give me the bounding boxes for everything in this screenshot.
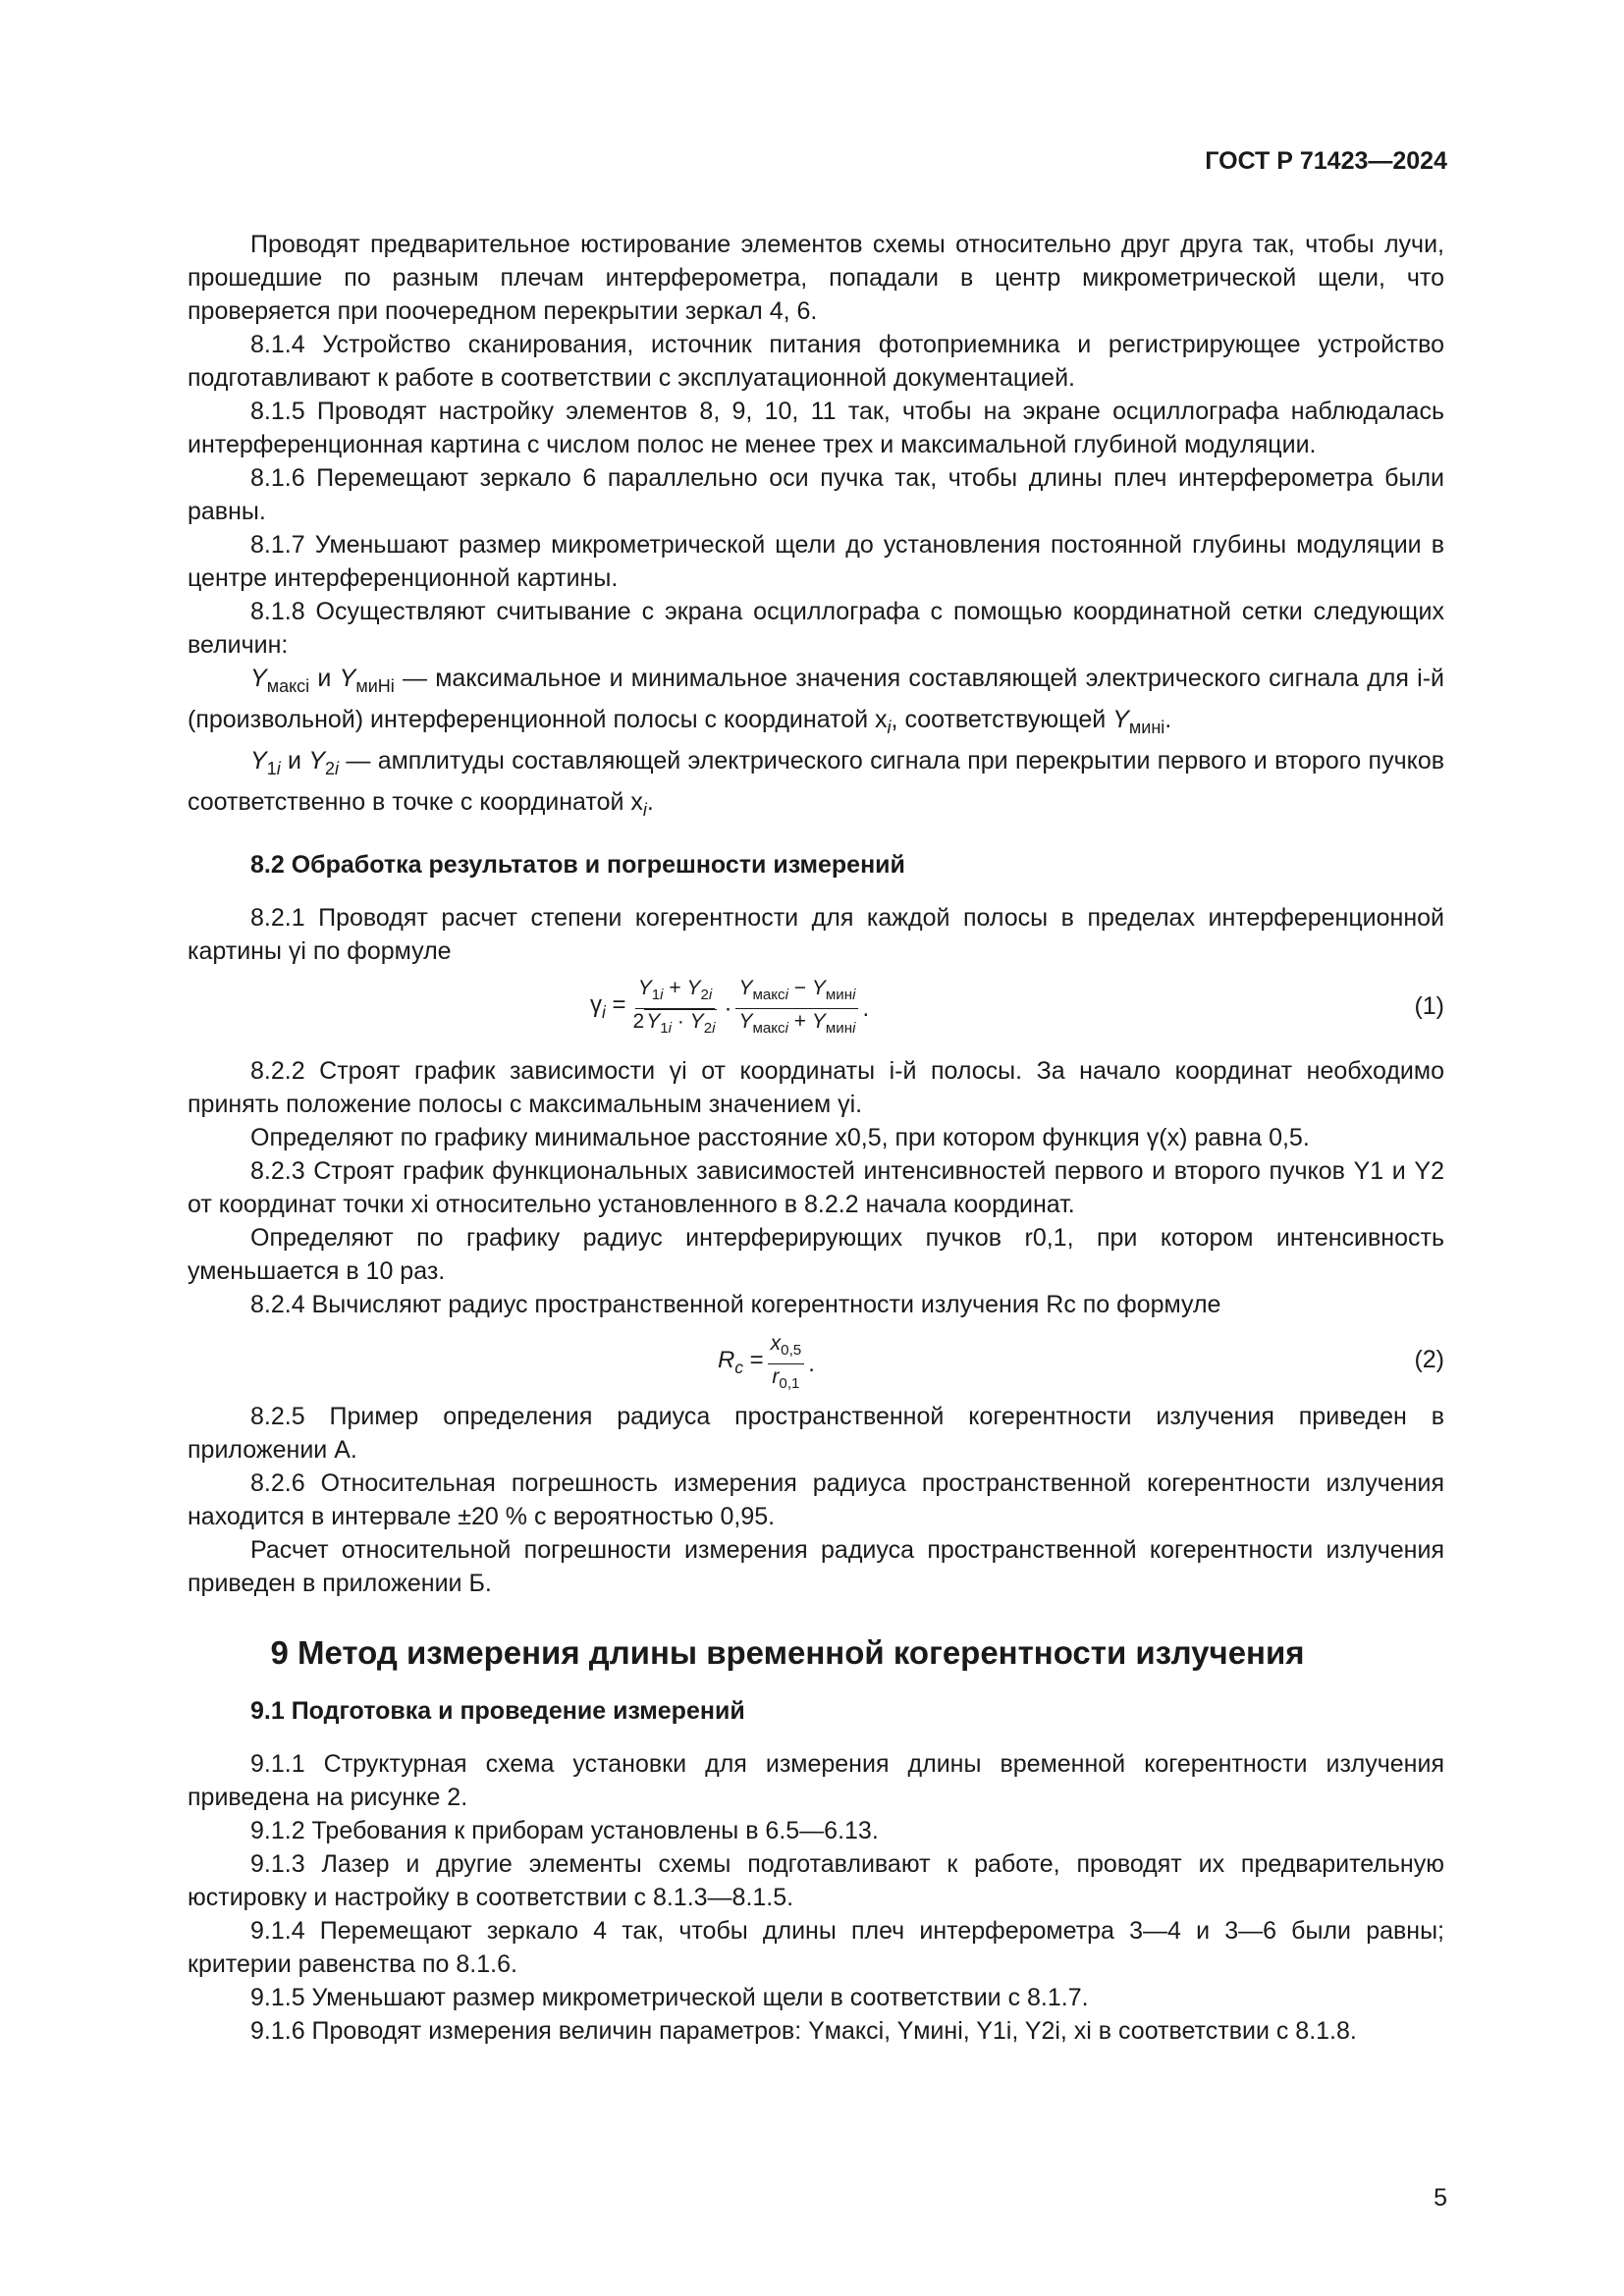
section-9-1-title: 9.1 Подготовка и проведение измерений [250,1697,745,1725]
paragraph-8-1-4: 8.1.4 Устройство сканирования, источник питания фотоприемника и регистрирующее устройство подготавливают к работе в соответствии с эксплуатационной документацией. [188,331,1444,392]
paragraph-9-1-2: 9.1.2 Требования к приборам установлены в 6.5—6.13. [250,1817,879,1844]
paragraph-8-2-4: 8.2.4 Вычисляют радиус пространственной когерентности излучения Rc по формуле [250,1291,1221,1318]
paragraph-8-2-5: 8.2.5 Пример определения радиуса пространственной когерентности излучения приведен в приложении А. [188,1403,1444,1464]
formula-2-number: (2) [1414,1346,1444,1373]
paragraph-9-1-5: 9.1.5 Уменьшают размер микрометрической щели в соответствии с 8.1.7. [250,1984,1089,2011]
body-text [188,228,1444,2048]
section-8-2-title: 8.2 Обработка результатов и погрешности измерений [250,851,905,879]
page-number: 5 [1434,2184,1447,2212]
paragraph-8-2-3-b: Определяют по графику радиус интерферирующих пучков r0,1, при котором интенсивность уменьшается в 10 раз. [188,1224,1444,1285]
definition-y1-y2: $Y_{1i}$ и $Y_{2i}$ — амплитуды составляющей электрического сигнала при перекрытии первого и второго пучков соответственно в точке с координатой $x_i$. [188,747,1444,820]
paragraph-8-2-6-b: Расчет относительной погрешности измерения радиуса пространственной когерентности излучения приведен в приложении Б. [188,1536,1444,1597]
paragraph-8-2-2-b: Определяют по графику минимальное расстояние x0,5, при котором функция γ(x) равна 0,5. [250,1124,1310,1151]
formula-1-number: (1) [1414,992,1444,1020]
formula-1 [188,968,1444,1048]
formula-1-body: $\gamma_i$ = $\frac{Y_{1i} + Y_{2i}}{2Y_{1i} \cdot Y_{2i}}$ · $\frac{Y_{максi} - Y_{минi}}{Y_{максi} + Y_{минi}}$ . [590,977,870,1038]
paragraph-9-1-4: 9.1.4 Перемещают зеркало 4 так, чтобы длины плеч интерферометра 3—4 и 3—6 были равны; критерии равенства по 8.1.6. [188,1917,1444,1978]
paragraph-8-1-5: 8.1.5 Проводят настройку элементов 8, 9, 10, 11 так, чтобы на экране осциллографа наблюдалась интерференционная картина с числом полос не менее трех и максимальной глубиной модуляции. [188,398,1444,458]
section-9-title: 9 Метод измерения длины временной когерентности излучения [270,1634,1305,1671]
paragraph-8-2-1: 8.2.1 Проводят расчет степени когерентности для каждой полосы в пределах интерференционной картины γi по формуле [188,904,1444,965]
paragraph-8-2-3: 8.2.3 Строят график функциональных зависимостей интенсивностей первого и второго пучков Y1 и Y2 от координат точки xi относительно установленного в 8.2.2 начала координат. [188,1157,1444,1218]
paragraph-8-2-2: 8.2.2 Строят график зависимости γi от координаты i-й полосы. За начало координат необходимо принять положение полосы с максимальным значением γi. [188,1057,1444,1118]
paragraph-8-2-6: 8.2.6 Относительная погрешность измерения радиуса пространственной когерентности излучения находится в интервале ±20 % с вероятностью 0,95. [188,1469,1444,1530]
formula-2-body: $R_c$ = $\frac{x_{0,5}}{r_{0,1}}$ . [718,1332,815,1393]
paragraph-8-1-6: 8.1.6 Перемещают зеркало 6 параллельно оси пучка так, чтобы длины плеч интерферометра были равны. [188,464,1444,525]
paragraph-9-1-1: 9.1.1 Структурная схема установки для измерения длины временной когерентности излучения приведена на рисунке 2. [188,1750,1444,1811]
definition-ymax-ymin: $Y_{максi}$ и $Y_{миНi}$ — максимальное и минимальное значения составляющей электрического сигнала для i-й (произвольной) интерференционной полосы с координатой $x_i$, соответствующей $Y_{минi}$. [188,665,1444,737]
paragraph-8-1-3-cont: Проводят предварительное юстирование элементов схемы относительно друг друга так, чтобы лучи, прошедшие по разным плечам интерферометра, попадали в центр микрометрической щели, что проверяется при поочередном перекрытии зеркал 4, 6. [188,231,1444,325]
paragraph-9-1-3: 9.1.3 Лазер и другие элементы схемы подготавливают к работе, проводят их предварительную юстировку и настройку в соответствии с 8.1.3—8.1.5. [188,1850,1444,1911]
formula-2 [188,1321,1444,1400]
paragraph-8-1-7: 8.1.7 Уменьшают размер микрометрической щели до установления постоянной глубины модуляции в центре интерференционной картины. [188,531,1444,592]
paragraph-9-1-6: 9.1.6 Проводят измерения величин параметров: Yмаксi, Yминi, Y1i, Y2i, xi в соответствии с 8.1.8. [250,2017,1357,2045]
document-id: ГОСТ Р 71423—2024 [1205,147,1447,175]
paragraph-8-1-8: 8.1.8 Осуществляют считывание с экрана осциллографа с помощью координатной сетки следующих величин: [188,598,1444,659]
